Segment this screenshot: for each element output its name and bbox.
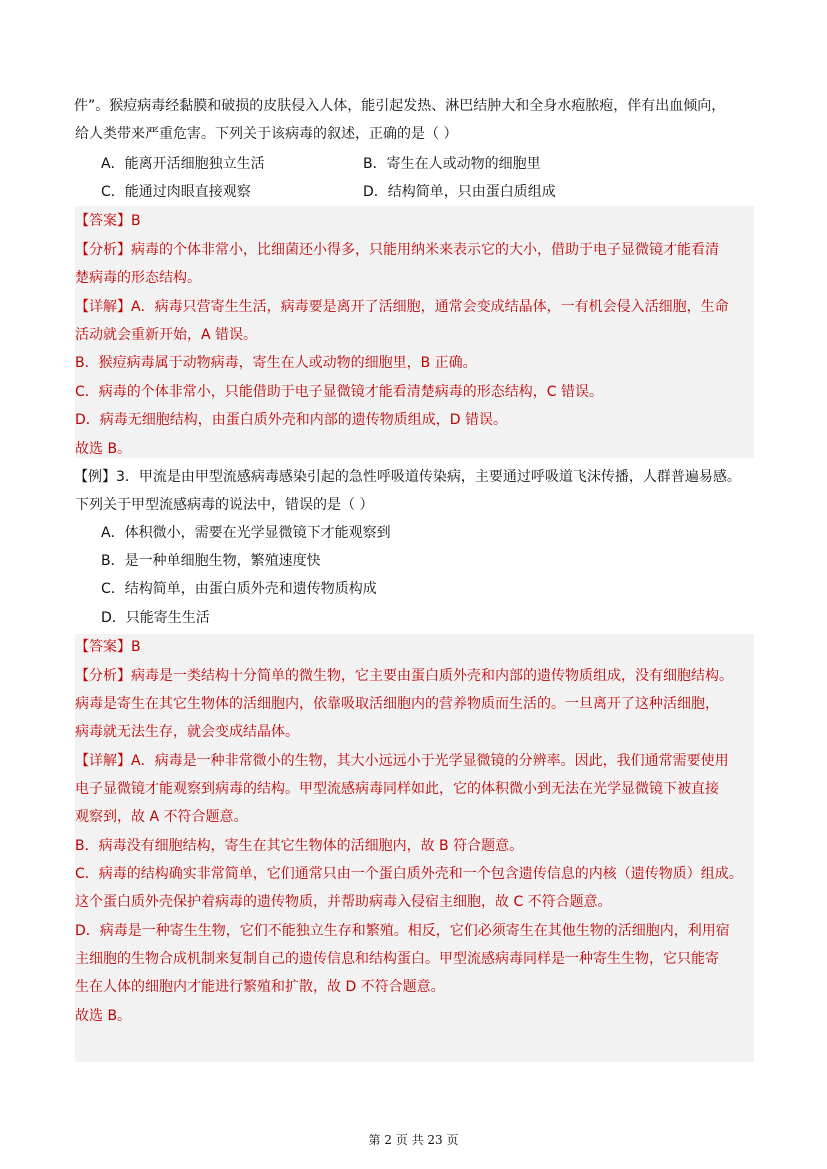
q3-choose: 故选 B。 xyxy=(75,1008,132,1024)
q3-detail-a-line2: 电子显微镜才能观察到病毒的结构。甲型流感病毒同样如此，它的体积微小到无法在光学显微镜下被直接 xyxy=(75,781,719,797)
q2-option-b: B．寄生在人或动物的细胞里 xyxy=(363,156,541,172)
q2-detail-c: C．病毒的个体非常小，只能借助于电子显微镜才能看清楚病毒的形态结构，C 错误。 xyxy=(75,384,603,400)
q3-analysis-line3: 病毒就无法生存，就会变成结晶体。 xyxy=(75,724,299,740)
q2-analysis-line1: 【分析】病毒的个体非常小，比细菌还小得多，只能用纳米来表示它的大小，借助于电子显微镜才能看清 xyxy=(75,242,719,258)
page-footer: 第 2 页 共 23 页 xyxy=(368,1133,459,1147)
q2-choose: 故选 B。 xyxy=(75,441,132,457)
q2-detail-line1: 【详解】A．病毒只营寄生生活，病毒要是离开了活细胞，通常会变成结晶体，一有机会侵入活细胞，生命 xyxy=(75,299,729,315)
q2-detail-line2: 活动就会重新开始，A 错误。 xyxy=(75,327,258,343)
q2-analysis-line2: 楚病毒的形态结构。 xyxy=(75,270,201,286)
q3-stem-line2: 下列关于甲型流感病毒的说法中，错误的是（ ） xyxy=(75,497,374,513)
q3-detail-d-line2: 主细胞的生物合成机制来复制自己的遗传信息和结构蛋白。甲型流感病毒同样是一种寄生生物，它只能寄 xyxy=(75,951,719,967)
q2-answer: 【答案】B xyxy=(75,213,141,229)
q3-detail-a-line3: 观察到，故 A 不符合题意。 xyxy=(75,809,248,825)
q3-option-c: C．结构简单，由蛋白质外壳和遗传物质构成 xyxy=(101,581,377,597)
q3-analysis-line1: 【分析】病毒是一类结构十分简单的微生物，它主要由蛋白质外壳和内部的遗传物质组成，没有细胞结构。 xyxy=(75,668,733,684)
q3-answer: 【答案】B xyxy=(75,639,141,655)
q2-option-a: A．能离开活细胞独立生活 xyxy=(101,156,265,172)
q2-option-c: C．能通过肉眼直接观察 xyxy=(101,184,251,200)
q3-detail-c-line1: C．病毒的结构确实非常简单，它们通常只由一个蛋白质外壳和一个包含遗传信息的内核（遗传物质）组成。 xyxy=(75,866,743,882)
q3-analysis-line2: 病毒是寄生在其它生物体的活细胞内，依靠吸取活细胞内的营养物质而生活的。一旦离开了这种活细胞， xyxy=(75,696,719,712)
q2-stem-line2: 给人类带来严重危害。下列关于该病毒的叙述，正确的是（ ） xyxy=(75,126,458,142)
q3-detail-a-line1: 【详解】A．病毒是一种非常微小的生物，其大小远远小于光学显微镜的分辨率。因此，我们通常需要使用 xyxy=(75,753,729,769)
q2-stem-line1: 件”。猴痘病毒经黏膜和破损的皮肤侵入人体，能引起发热、淋巴结肿大和全身水疱脓疱，伴有出血倾向， xyxy=(74,98,726,114)
q3-detail-b: B．病毒没有细胞结构，寄生在其它生物体的活细胞内，故 B 符合题意。 xyxy=(75,838,524,854)
q2-detail-d: D．病毒无细胞结构，由蛋白质外壳和内部的遗传物质组成，D 错误。 xyxy=(75,412,508,428)
q3-option-b: B．是一种单细胞生物，繁殖速度快 xyxy=(101,553,321,569)
q3-detail-c-line2: 这个蛋白质外壳保护着病毒的遗传物质，并帮助病毒入侵宿主细胞，故 C 不符合题意。 xyxy=(75,894,612,910)
q2-detail-b: B．猴痘病毒属于动物病毒，寄生在人或动物的细胞里，B 正确。 xyxy=(75,355,477,371)
q3-stem-line1: 【例】3．甲流是由甲型流感病毒感染引起的急性呼吸道传染病，主要通过呼吸道飞沫传播，人群普遍易感。 xyxy=(74,469,741,485)
q3-detail-d-line1: D．病毒是一种寄生生物，它们不能独立生存和繁殖。相反，它们必须寄生在其他生物的活细胞内，利用宿 xyxy=(75,923,730,939)
q2-option-d: D．结构简单，只由蛋白质组成 xyxy=(363,184,556,200)
q3-option-a: A．体积微小，需要在光学显微镜下才能观察到 xyxy=(101,525,391,541)
q3-option-d: D．只能寄生生活 xyxy=(101,610,210,626)
q3-detail-d-line3: 生在人体的细胞内才能进行繁殖和扩散，故 D 不符合题意。 xyxy=(75,979,445,995)
